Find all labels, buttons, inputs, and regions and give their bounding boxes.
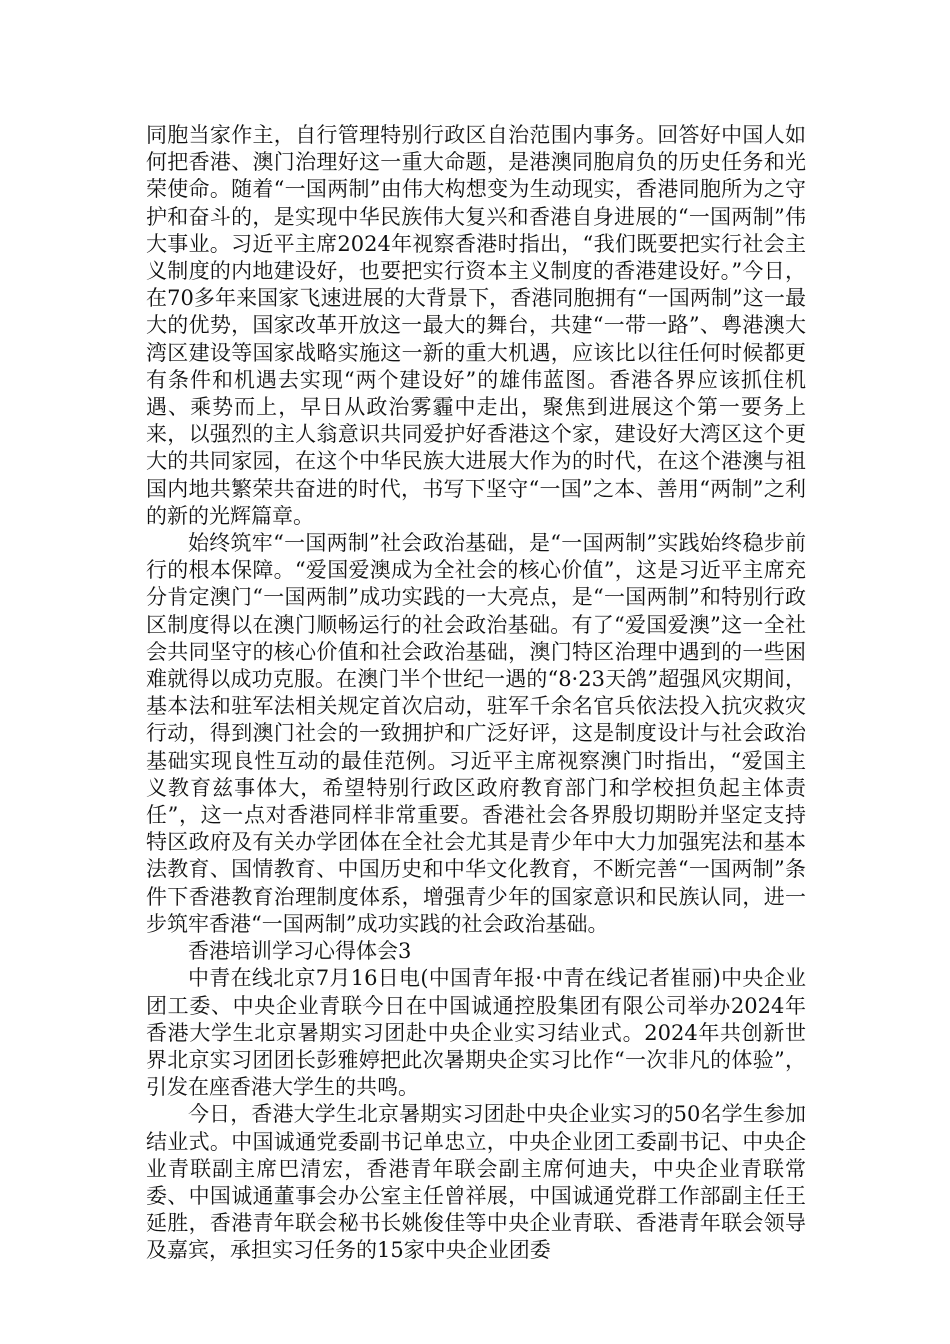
document-body <box>146 122 806 1265</box>
paragraph-4: 今日，香港大学生北京暑期实习团赴中央企业实习的50名学生参加结业式。中国诚通党委副书记单忠立，中央企业团工委副书记、中央企业青联副主席巴清宏，香港青年联会副主席何迪夫，中央企业青联常委、中国诚通董事会办公室主任曾祥展，中国诚通党群工作部副主任王延胜，香港青年联会秘书长姚俊佳等中央企业青联、香港青年联会领导及嘉宾，承担实习任务的15家中央企业团委 <box>146 1102 806 1263</box>
paragraph-3: 中青在线北京7月16日电(中国青年报·中青在线记者崔丽)中央企业团工委、中央企业青联今日在中国诚通控股集团有限公司举办2024年香港大学生北京暑期实习团赴中央企业实习结业式。2024年共创新世界北京实习团团长彭雅婷把此次暑期央企实习比作“一次非凡的体验”，引发在座香港大学生的共鸣。 <box>146 966 806 1100</box>
section-heading: 香港培训学习心得体会3 <box>188 939 412 964</box>
paragraph-2: 始终筑牢“一国两制”社会政治基础，是“一国两制”实践始终稳步前行的根本保障。“爱国爱澳成为全社会的核心价值”，这是习近平主席充分肯定澳门“一国两制”成功实践的一大亮点，是“一国两制”和特别行政区制度得以在澳门顺畅运行的社会政治基础。有了“爱国爱澳”这一全社会共同坚守的核心价值和社会政治基础，澳门特区治理中遇到的一些困难就得以成功克服。在澳门半个世纪一遇的“8·23天鸽”超强风灾期间，基本法和驻军法相关规定首次启动，驻军千余名官兵依法投入抗灾救灾行动，得到澳门社会的一致拥护和广泛好评，这是制度设计与社会政治基础实现良性互动的最佳范例。习近平主席视察澳门时指出，“爱国主义教育兹事体大，希望特别行政区政府教育部门和学校担负起主体责任”，这一点对香港同样非常重要。香港社会各界殷切期盼并坚定支持特区政府及有关办学团体在全社会尤其是青少年中大力加强宪法和基本法教育、国情教育、中国历史和中华文化教育，不断完善“一国两制”条件下香港教育治理制度体系，增强青少年的国家意识和民族认同，进一步筑牢香港“一国两制”成功实践的社会政治基础。 <box>146 531 806 936</box>
paragraph-1: 同胞当家作主，自行管理特别行政区自治范围内事务。回答好中国人如何把香港、澳门治理好这一重大命题，是港澳同胞肩负的历史任务和光荣使命。随着“一国两制”由伟大构想变为生动现实，香港同胞所为之守护和奋斗的，是实现中华民族伟大复兴和香港自身进展的“一国两制”伟大事业。习近平主席2024年视察香港时指出，“我们既要把实行社会主义制度的内地建设好，也要把实行资本主义制度的香港建设好。”今日，在70多年来国家飞速进展的大背景下，香港同胞拥有“一国两制”这一最大的优势，国家改革开放这一最大的舞台，共建“一带一路”、粤港澳大湾区建设等国家战略实施这一新的重大机遇，应该比以往任何时候都更有条件和机遇去实现“两个建设好”的雄伟蓝图。香港各界应该抓住机遇、乘势而上，早日从政治雾霾中走出，聚焦到进展这个第一要务上来，以强烈的主人翁意识共同爱护好香港这个家，建设好大湾区这个更大的共同家园，在这个中华民族大进展大作为的时代，在这个港澳与祖国内地共繁荣共奋进的时代，书写下坚守“一国”之本、善用“两制”之利的新的光辉篇章。 <box>146 123 806 528</box>
